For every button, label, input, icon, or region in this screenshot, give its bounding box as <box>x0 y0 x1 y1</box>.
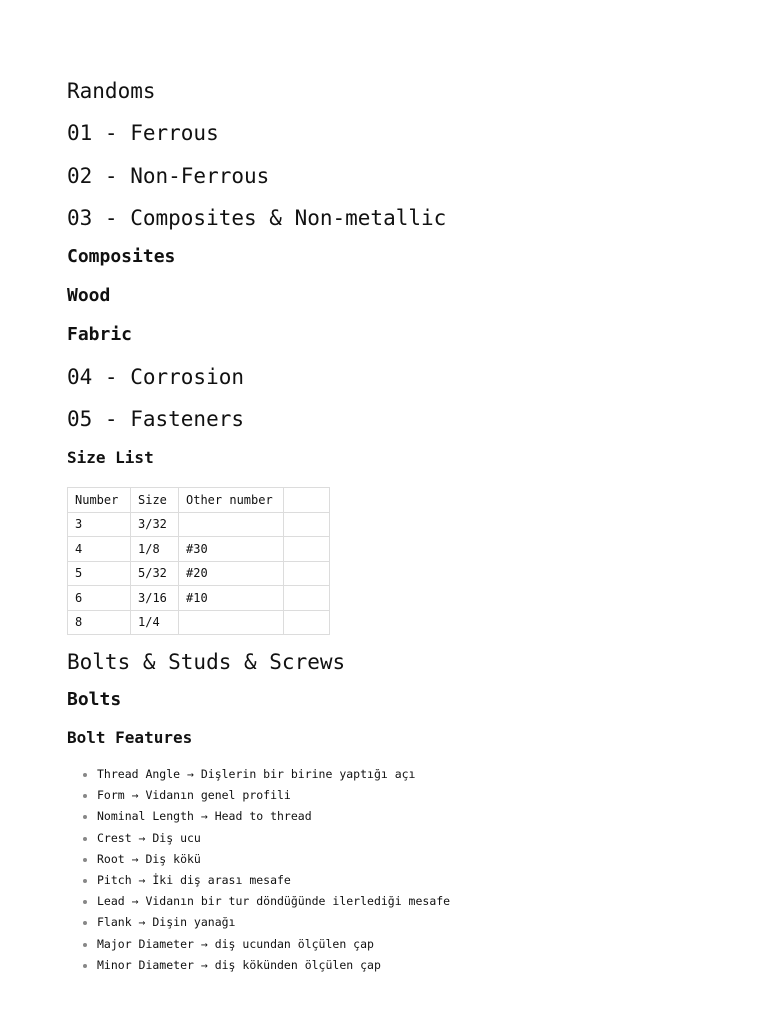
table-cell: #30 <box>179 537 284 562</box>
table-cell: 5/32 <box>131 561 179 586</box>
list-item <box>83 828 450 849</box>
table-cell: 3/32 <box>131 512 179 537</box>
table-cell: #20 <box>179 561 284 586</box>
list-item <box>83 934 450 955</box>
list-item-text: Nominal Length → Head to thread <box>97 809 312 824</box>
table-cell: 4 <box>68 537 131 562</box>
list-item-text: Minor Diameter → diş kökünden ölçülen çap <box>97 957 381 972</box>
list-item <box>83 764 450 785</box>
table-header-row <box>68 488 330 513</box>
list-item-text: Thread Angle → Dişlerin bir birine yaptığı açı <box>97 767 416 781</box>
column-header-number: Number <box>68 488 131 513</box>
list-item-text: Root → Diş kökü <box>97 851 201 866</box>
bullet-icon <box>83 858 87 862</box>
heading-wood: Wood <box>67 285 111 306</box>
table-cell: 5 <box>68 561 131 586</box>
list-item <box>83 891 450 912</box>
heading-fabric: Fabric <box>67 324 133 345</box>
heading-bolts-studs-screws: Bolts & Studs & Screws <box>67 650 346 674</box>
table-row <box>68 537 330 562</box>
bullet-icon <box>83 837 87 841</box>
table-cell: 1/8 <box>131 537 179 562</box>
table-cell <box>284 561 330 586</box>
heading-composites: Composites <box>67 246 176 267</box>
table-cell <box>179 512 284 537</box>
heading-fasteners: 05 - Fasteners <box>67 407 245 431</box>
list-item <box>83 785 450 806</box>
list-item-text: Crest → Diş ucu <box>97 830 201 845</box>
table-cell: 8 <box>68 610 131 635</box>
heading-ferrous: 01 - Ferrous <box>67 121 219 145</box>
list-item-text: Major Diameter → diş ucundan ölçülen çap <box>97 936 374 951</box>
list-item-text: Form → Vidanın genel profili <box>97 788 291 803</box>
table-cell <box>284 586 330 611</box>
table-cell: #10 <box>179 586 284 611</box>
list-item-text: Flank → Dişin yanağı <box>97 915 236 930</box>
bullet-icon <box>83 964 87 968</box>
table-cell: 6 <box>68 586 131 611</box>
table-cell <box>179 610 284 635</box>
heading-size-list: Size List <box>67 448 154 467</box>
table-row <box>68 561 330 586</box>
table-cell <box>284 610 330 635</box>
table-row <box>68 610 330 635</box>
bullet-icon <box>83 900 87 904</box>
list-item <box>83 912 450 933</box>
list-item-text: Pitch → İki diş arası mesafe <box>97 872 291 887</box>
heading-non-ferrous: 02 - Non-Ferrous <box>67 164 270 188</box>
table-row <box>68 586 330 611</box>
heading-bolts: Bolts <box>67 689 122 710</box>
table-cell <box>284 537 330 562</box>
list-item <box>83 849 450 870</box>
table-cell: 3/16 <box>131 586 179 611</box>
list-item <box>83 955 450 976</box>
list-item <box>83 806 450 827</box>
size-list-table <box>67 487 330 635</box>
bullet-icon <box>83 794 87 798</box>
bullet-icon <box>83 773 87 777</box>
bullet-icon <box>83 815 87 819</box>
heading-randoms: Randoms <box>67 79 156 103</box>
bullet-icon <box>83 879 87 883</box>
bolt-features-list <box>83 764 450 976</box>
table-cell: 1/4 <box>131 610 179 635</box>
column-header-empty <box>284 488 330 513</box>
list-item <box>83 870 450 891</box>
column-header-other-number: Other number <box>179 488 284 513</box>
column-header-size: Size <box>131 488 179 513</box>
heading-corrosion: 04 - Corrosion <box>67 365 245 389</box>
bullet-icon <box>83 921 87 925</box>
list-item-text: Lead → Vidanın bir tur döndüğünde ilerlediği mesafe <box>97 894 451 909</box>
bullet-icon <box>83 943 87 947</box>
heading-bolt-features: Bolt Features <box>67 728 193 747</box>
table-cell <box>284 512 330 537</box>
table-cell: 3 <box>68 512 131 537</box>
heading-composites-nonmetallic: 03 - Composites & Non-metallic <box>67 206 447 230</box>
table-row <box>68 512 330 537</box>
